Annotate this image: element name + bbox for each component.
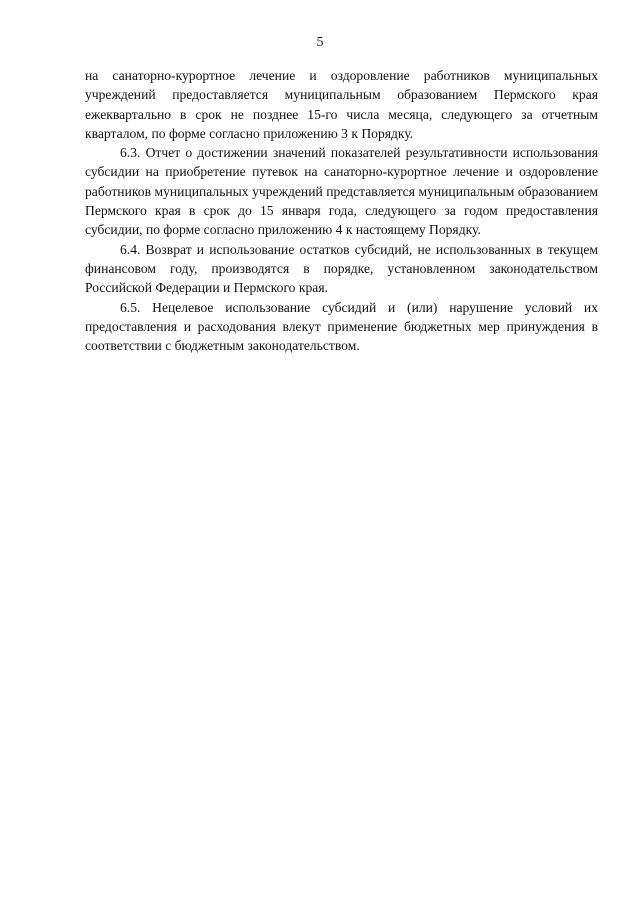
paragraph-continuation: на санаторно-курортное лечение и оздоровление работников муниципальных учреждений предоставляется муниципальным образованием Пермского края ежеквартально в срок не позднее 15-го числа месяца, следующего за отчетным кварталом, по форме согласно приложению 3 к Порядку. [85, 68, 598, 141]
paragraph-6-5: 6.5. Нецелевое использование субсидий и (или) нарушение условий их предоставления и расходования влекут применение бюджетных мер принуждения в соответствии с бюджетным законодательством. [85, 299, 598, 354]
document-body [85, 66, 598, 355]
page-number: 5 [316, 35, 324, 50]
paragraph-6-4: 6.4. Возврат и использование остатков субсидий, не использованных в текущем финансовом году, производятся в порядке, установленном законодательством Российской Федерации и Пермского края. [85, 241, 598, 296]
paragraph-6-3: 6.3. Отчет о достижении значений показателей результативности использования субсидии на приобретение путевок на санаторно-курортное лечение и оздоровление работников муниципальных учреждений представляется муниципальным образованием Пермского края в срок до 15 января года, следующего за годом предоставления субсидии, по форме согласно приложению 4 к настоящему Порядку. [85, 145, 598, 238]
